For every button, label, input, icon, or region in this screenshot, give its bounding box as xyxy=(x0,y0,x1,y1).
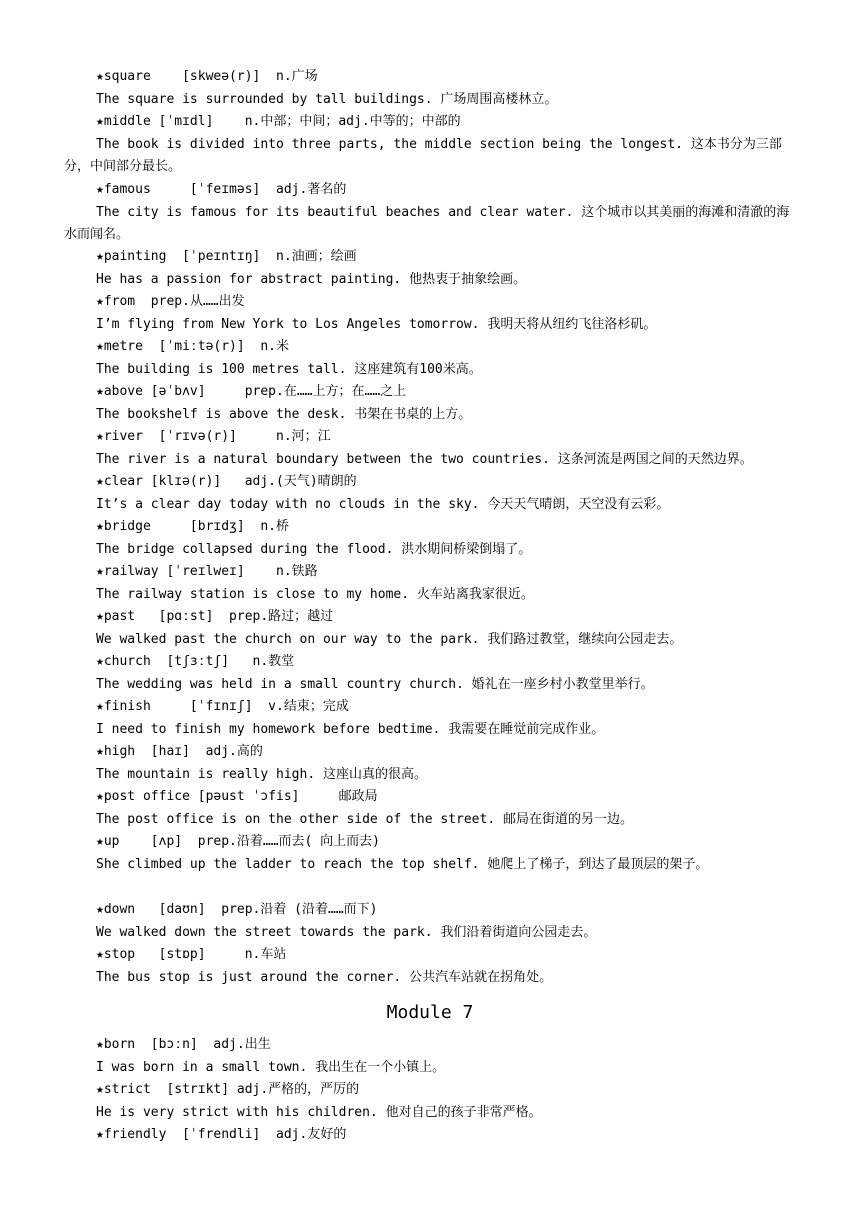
entry-word: ★strict [strɪkt] adj.严格的，严厉的 xyxy=(96,1082,360,1097)
entry-example: The post office is on the other side of the street. 邮局在街道的另一边。 xyxy=(96,811,633,827)
entry-example: It’s a clear day today with no clouds in the sky. 今天天气晴朗，天空没有云彩。 xyxy=(96,496,670,512)
entry-example: The bridge collapsed during the flood. 洪水期间桥梁倒塌了。 xyxy=(96,541,532,557)
entry-word: ★high [haɪ] adj.高的 xyxy=(96,744,263,759)
entry-word: ★painting [ˈpeɪntɪŋ] n.油画；绘画 xyxy=(96,249,357,264)
entry-example: He is very strict with his children. 他对自己的孩子非常严格。 xyxy=(96,1104,542,1120)
entry-word: ★stop [stɒp] n.车站 xyxy=(96,947,287,962)
entry-word: ★railway [ˈreɪlweɪ] n.铁路 xyxy=(96,564,318,579)
entry-word: ★friendly [ˈfrendli] adj.友好的 xyxy=(96,1127,347,1142)
entry-example: He has a passion for abstract painting. 他热衷于抽象绘画。 xyxy=(96,271,527,287)
entry-word: ★from prep.从……出发 xyxy=(96,294,245,309)
entry-example: The building is 100 metres tall. 这座建筑有100米高。 xyxy=(96,361,482,377)
entry-example: The bookshelf is above the desk. 书架在书桌的上方。 xyxy=(96,406,472,422)
module-heading: Module 7 xyxy=(386,1002,474,1023)
entry-example: The river is a natural boundary between the two countries. 这条河流是两国之间的天然边界。 xyxy=(96,451,753,467)
entry-example: The city is famous for its beautiful beaches and clear water. 这个城市以其美丽的海滩和清澈的海水而闻名。 xyxy=(64,204,790,242)
entry-word: ★famous [ˈfeɪməs] adj.著名的 xyxy=(96,182,347,197)
entry-example: The mountain is really high. 这座山真的很高。 xyxy=(96,766,427,782)
entry-word: ★river [ˈrɪvə(r)] n.河；江 xyxy=(96,429,331,444)
entry-example: We walked down the street towards the park. 我们沿着街道向公园走去。 xyxy=(96,924,597,940)
entry-example: I’m flying from New York to Los Angeles tomorrow. 我明天将从纽约飞往洛杉矶。 xyxy=(96,316,657,332)
entry-word: ★up [ʌp] prep.沿着……而去( 向上而去) xyxy=(96,834,381,849)
entry-example: The book is divided into three parts, the middle section being the longest. 这本书分为三部分，中间部分最长。 xyxy=(64,136,782,174)
entry-word: ★above [əˈbʌv] prep.在……上方；在……之上 xyxy=(96,384,407,399)
entry-example: I was born in a small town. 我出生在一个小镇上。 xyxy=(96,1059,446,1075)
entry-word: ★square [skweə(r)] n.广场 xyxy=(96,69,318,84)
entry-word: ★clear [klɪə(r)] adj.(天气)晴朗的 xyxy=(96,474,357,489)
entry-example: The railway station is close to my home. 火车站离我家很近。 xyxy=(96,586,534,602)
entry-word: ★finish [ˈfɪnɪʃ] v.结束；完成 xyxy=(96,699,349,714)
entry-word: ★born [bɔːn] adj.出生 xyxy=(96,1037,271,1052)
entry-word: ★middle [ˈmɪdl] n.中部；中间；adj.中等的；中部的 xyxy=(96,114,461,129)
entry-example: She climbed up the ladder to reach the top shelf. 她爬上了梯子，到达了最顶层的架子。 xyxy=(96,856,709,872)
entry-word: ★post office [pəust ˈɔfis] 邮政局 xyxy=(96,789,378,804)
entry-example: The bus stop is just around the corner. 公共汽车站就在拐角处。 xyxy=(96,969,553,985)
entry-word: ★church [tʃɜːtʃ] n.教堂 xyxy=(96,654,295,669)
entry-example: The square is surrounded by tall buildings. 广场周围高楼林立。 xyxy=(96,91,558,107)
entry-example: The wedding was held in a small country church. 婚礼在一座乡村小教堂里举行。 xyxy=(96,676,654,692)
entry-word: ★bridge [brɪdʒ] n.桥 xyxy=(96,519,290,534)
entry-word: ★past [pɑːst] prep.路过；越过 xyxy=(96,609,334,624)
entry-example: We walked past the church on our way to the park. 我们路过教堂，继续向公园走去。 xyxy=(96,631,683,647)
entry-example: I need to finish my homework before bedtime. 我需要在睡觉前完成作业。 xyxy=(96,721,605,737)
entry-word: ★metre [ˈmiːtə(r)] n.米 xyxy=(96,339,290,354)
entry-word: ★down [daʊn] prep.沿着 (沿着……而下) xyxy=(96,902,378,917)
